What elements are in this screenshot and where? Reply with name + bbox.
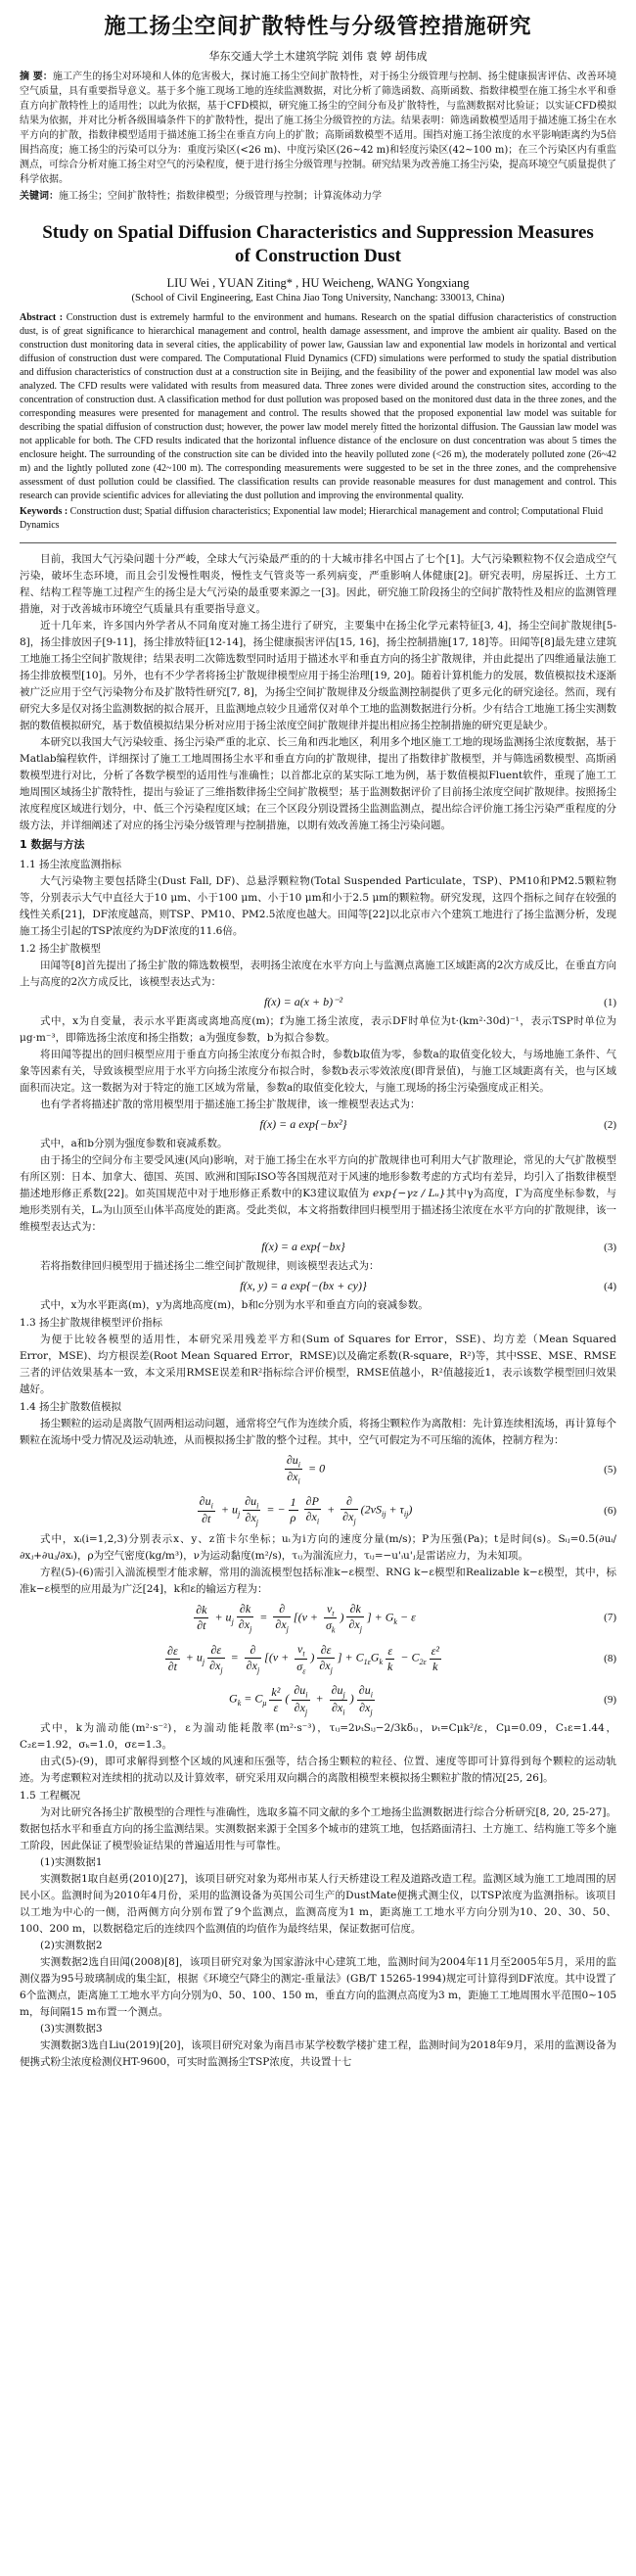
equation-body: $\frac{\partial u_i}{\partial x_i}$ = 0: [286, 1453, 326, 1486]
paragraph: 本研究以我国大气污染较重、扬尘污染严重的北京、长三角和西北地区，利用多个地区施工工地的现场监测扬尘浓度数据，基于Matlab编程软件，详细探讨了施工工地周围扬尘水平和垂直方向的扩散规律，提出了指数律扩散模型，并与筛选函数模型、高斯函数模型进行对比，分析了各数学模型的适用性与准确性；以首都北京的某实际工地为例，基于数值模拟Fluent软件，重现了施工工地周围区域扬尘扩散特性，提出与验证了三维指数律扬尘空间扩散模型；基于监测数据评价了目前扬尘浓度空间扩散规律。按照扬尘浓度程度区域进行划分，中、低三个污染程度区域；在三个区段分别设置扬尘监测监测点，提出综合评价施工扬尘污染严重程度的分级方法，并详细阐述了对应的扬尘污染分级管理与控制措施，以期有效改善施工扬尘污染问题。: [20, 736, 616, 831]
authors-en: LIU Wei , YUAN Ziting* , HU Weicheng, WANG Yongxiang: [166, 276, 470, 290]
equation-body: $\frac{\partial\varepsilon}{\partial t}$ + $u_j$ $\frac{\partial\varepsilon}{\partial x_j}$ = $\frac{\partial}{\partial x_j}$ [(ν + $\frac{\nu_t}{\sigma_\varepsilon}$ ) $\frac{\partial\varepsilon}{\partial x_j}$ ] + $C_{1\varepsilon}G_k$ $\frac{\varepsilon}{k}$ − $C_{2\varepsilon}$ $\frac{\text{ε²}}{k}$: [167, 1642, 439, 1676]
paragraph-text: 由于扬尘的空间分布主要受风速(风向)影响，对于施工扬尘在水平方向的扩散规律也可利用大气扩散理论，常见的大气扩散模型有所区别：日本、加拿大、德国、英国、欧洲和国际ISO等各国规范对于风速的地形参数考虑的方式均有差异，均引入了指数律模型描述地形修正系数[22]。如英国规范中对于地形修正系数中的K3建议取值为: [20, 1154, 616, 1199]
equation-number: (4): [604, 1280, 616, 1292]
divider: [20, 542, 616, 543]
keywords-en: [20, 505, 616, 533]
paragraph: 目前，我国大气污染问题十分严峻，全球大气污染最严重的的十大城市排名中国占了七个[1]。大气污染颗粒物不仅会造成空气污染，破坏生态环境，而且会引发慢性咽炎，慢性支气管炎等一系列病变，严重影响人体健康[2]。研究表明，房屋拆迁、土方工程、结构工程等施工过程产生的扬尘是大气污染的最重要来源之一[3]。因此，研究施工阶段扬尘的空间扩散特性及相应的监测管理措施，对于改善城市环境空气质量具有重要指导意义。: [20, 553, 616, 615]
title-cn: 施工扬尘空间扩散特性与分级管控措施研究: [104, 15, 532, 39]
keywords-cn: [20, 189, 616, 204]
equation-body: f(x) = a exp{−bx²}: [259, 1117, 347, 1131]
paper-page: [20, 0, 616, 2071]
keywords-en-text: Construction dust; Spatial diffusion characteristics; Exponential law model; Hierarchical management and control; Computational Fluid Dynamics: [20, 506, 604, 531]
abstract-cn: [20, 70, 616, 187]
abstract-en-label: Abstract :: [20, 312, 64, 323]
equation-number: (2): [604, 1118, 616, 1131]
equation-body: f(x) = a(x + b)⁻²: [263, 995, 343, 1008]
subsection-heading: 1.2 扬尘扩散模型: [20, 943, 102, 955]
paragraph: 实测数据1取自赵勇(2010)[27]，该项目研究对象为郑州市某人行天桥建设工程及道路改造工程。监测区域为施工工地周围的居民小区。监测时间为2010年4月份，采用的监测设备为英国公司生产的DustMate便携式测尘仪，以TSP浓度为监测指标。该项目以工地为中心的一侧，沿两侧方向分别布置了9个监测点，监测高度为1 m，距离施工工地水平方向分别为10、20、30、50、100、200 m，以数据稳定后的连续四个监测值的均值作为最终结果，保证数据可信度。: [20, 1872, 616, 1935]
keywords-cn-label: 关键词：: [20, 191, 59, 202]
affiliation-en: (School of Civil Engineering, East China Jiao Tong University, Nanchang: 330013, China): [131, 293, 505, 304]
authors-cn: 华东交通大学土木建筑学院 刘伟 袁 婷 胡伟成: [208, 50, 428, 63]
abstract-en-text: Construction dust is extremely harmful to the environment and humans. Research on the spatial diffusion characteristics of construction dust, is of great significance to hierarchical management and control, health damage assessment, and improve the ambient air quality. Based on the construction dust monitoring data in several cities, the applicability of power law, Gaussian law and exponential law models in horizontal and vertical diffusion of construction dust were compared. The Computational Fluid Dynamics (CFD) simulations were performed to study the spatial distribution and diffusion characteristics of construction dust at a construction site in Beijing, and the feasibility of the power and exponential law model was also analyzed. The CFD results were validated with results from measured data. Three zones were divided around the construction sites, according to the concentration of construction dust. A classification method for dust pollution was proposed based on the monitored dust data in the three zones, and the corresponding measures were presented for management and control. The results showed that the proposed exponential law model was suitable for describing the spatial diffusion of construction dust; however, the power law model merely fitted the horizontal diffusion. The Gaussian law model was not applicable for both. The CFD results indicated that the horizontal influence distance of the enclosure on dust concentration was about 5 times the enclosure height. The surrounding of the construction site can be divided into the heavily polluted zone (<26 m), the moderately polluted zone (26~42 m) and the lightly polluted zone (42~100 m). The corresponding measurements were suggested to be set in the three zones, and the comprehensive assessment of dust pollution could be classified. The classification results can provide reasonable measures for dust management and control. This research can provide scientific advices for alleviating the dust pollution and improving the environmental quality.: [20, 312, 617, 501]
paragraph: 式中，k为湍动能(m²·s⁻²)，ε为湍动能耗散率(m²·s⁻³)，τᵢⱼ=2νₜSᵢⱼ−2/3kδᵢⱼ，νₜ=Cμk²/ε，Cμ=0.09，C₁ε=1.44，C₂ε=1.92，σₖ=1.0，σε=1.3。: [20, 1721, 616, 1751]
paragraph: 式中，xᵢ(i=1,2,3)分别表示x、y、z笛卡尔坐标；uᵢ为i方向的速度分量(m/s)；P为压强(Pa)；t是时间(s)。Sᵢⱼ=0.5(∂uᵢ/∂xⱼ+∂uⱼ/∂xᵢ)，ρ为空气密度(kg/m³)，ν为运动黏度(m²/s)，τᵢⱼ为湍流应力，τᵢⱼ=−u'ᵢu'ⱼ是雷诺应力，为未知项。: [20, 1532, 616, 1562]
equation-6: [20, 1490, 616, 1531]
equation-number: (9): [604, 1694, 616, 1707]
equation-number: (3): [604, 1241, 616, 1253]
equation-number: (1): [604, 996, 616, 1008]
equation-body: $\frac{\partial u_i}{\partial t}$ + $u_j$ $\frac{\partial u_i}{\partial x_j}$ = − $\frac{1}{\rho}$ $\frac{\partial P}{\partial x_i}$ + $\frac{\partial}{\partial x_j}$ $(2\nu S_{ij} + \tau_{ij})$: [199, 1493, 413, 1527]
equation-number: (7): [604, 1612, 616, 1624]
abstract-cn-text: 施工产生的扬尘对环境和人体的危害极大，探讨施工扬尘空间扩散特性，对于扬尘分级管理与控制、扬尘健康损害评估、改善环境空气质量，具有重要指导意义。基于多个施工现场工地的连续监测数据，对比分析了筛选函数、高斯函数、指数律模型在施工扬尘水平和垂直方向扩散特性上的适用性；以此为依据，基于CFD模拟，研究施工扬尘的空间分布及扩散特性，与监测数据对比验证；以实证CFD模拟结果为依据，并对比分析各级围墙条件下的扩散特性，提出了施工扬尘分级管控的方法。结果表明：筛选函数模型适用于描述施工扬尘在水平方向的扩散，指数律模型适用于描述施工扬尘在垂直方向上的扩散；高斯函数模型不适用。围挡对施工扬尘浓度的水平影响距离约为5倍围挡高度；施工扬尘的污染可以分为：重度污染区(<26 m)、中度污染区(26~42 m)和轻度污染区(42~100 m)；在三个污染区内有重监测点，可综合分析对施工扬尘对空气的污染程度，便于进行扬尘分级管理与控制。研究结果为改善施工扬尘污染，提高环境空气质量提供了科学依据。: [20, 71, 617, 185]
equation-8: [20, 1638, 616, 1679]
paragraph: 若将指数律回归模型用于描述扬尘二维空间扩散规律，则该模型表达式为：: [40, 1260, 380, 1272]
list-item-heading: (3)实测数据3: [40, 2022, 103, 2035]
paragraph: 实测数据3选自Liu(2019)[20]，该项目研究对象为南昌市某学校数学楼扩建工程，监测时间为2018年9月，采用的监测设备为便携式粉尘浓度检测仪HT-9600，可实时监测扬尘TSP浓度，共设置十七: [20, 2038, 616, 2068]
abstract-cn-label: 摘 要：: [20, 71, 53, 82]
paragraph: 为便于比较各模型的适用性，本研究采用残差平方和(Sum of Squares for Error，SSE)、均方差（Mean Squared Error，MSE)、均方根误差(Root Mean Squared Error，RMSE)以及确定系数(R-square，R²)等，其中SSE、MSE、RMSE三者的评估效果基本一致，本文采用RMSE误差和R²指标综合评价模型，RMSE值越小，R²值越接近1，表示该数学模型回归效果越好。: [20, 1334, 616, 1395]
paragraph: 也有学者将描述扩散的常用模型用于描述施工扬尘扩散规律，该一维模型表达式为：: [40, 1099, 421, 1110]
equation-number: (6): [604, 1504, 616, 1517]
equation-number: (5): [604, 1463, 616, 1475]
subsection-heading: 1.1 扬尘浓度监测指标: [20, 859, 122, 870]
equation-9: [20, 1679, 616, 1720]
paragraph: 方程(5)-(6)需引入湍流模型才能求解，常用的湍流模型包括标准k−ε模型、RNG k−ε模型和Realizable k−ε模型，其中，标准k−ε模型的应用最为广泛[24]，k和ε的输运方程为：: [20, 1566, 616, 1595]
subsection-heading: 1.5 工程概况: [20, 1789, 81, 1802]
keywords-cn-text: 施工扬尘；空间扩散特性；指数律模型；分级管理与控制；计算流体动力学: [59, 191, 382, 202]
body-text: [20, 551, 616, 2071]
equation-body: f(x, y) = a exp{−(bx + cy)}: [240, 1279, 367, 1292]
abstract-en: [20, 311, 616, 503]
equation-4: [20, 1275, 616, 1297]
keywords-en-label: Keywords :: [20, 506, 68, 517]
equation-body: $G_k = C_\mu$ $\frac{\text{k²}}{\varepsilon}$ ( $\frac{\partial u_i}{\partial x_j}$ + $\frac{\partial u_j}{\partial x_i}$ ) $\frac{\partial u_i}{\partial x_j}$: [229, 1683, 373, 1716]
equation-1: [20, 991, 616, 1013]
section-heading: 1 数据与方法: [20, 838, 85, 851]
subsection-heading: 1.3 扬尘扩散规律模型评价指标: [20, 1317, 163, 1329]
paragraph: 式中，a和b分别为强度参数和衰减系数。: [40, 1138, 228, 1149]
title-en: Study on Spatial Diffusion Characteristics and Suppression Measures of Construction Dust: [42, 222, 594, 266]
equation-2: [20, 1113, 616, 1136]
paragraph: 田闻等[8]首先提出了扬尘扩散的筛选数模型，表明扬尘浓度在水平方向上与监测点离施工区域距离的2次方成反比，在垂直方向上与高度的2次方成反比，该模型表达式为：: [20, 960, 616, 988]
paragraph: 大气污染物主要包括降尘(Dust Fall, DF)、总悬浮颗粒物(Total Suspended Particulate，TSP)、PM10和PM2.5颗粒物等，分别表示大气中直径大于10 μm、小于100 μm、小于10 μm和小于2.5 μm的颗粒物。研究发现，这四个指标之间存在较强的线性关系[21]，DF浓度越高，则TSP、PM10、PM2.5浓度也越大。田闻等[22]以北京市六个建筑工地进行了扬尘监测分析，发现施工扬尘引起的TSP浓度约为DF浓度的11.6倍。: [20, 875, 616, 937]
paragraph: 式中，x为自变量，表示水平距离或离地高度(m)；f为施工扬尘浓度，表示DF时单位为t·(km²·30d)⁻¹，表示TSP时单位为μg·m⁻³，即筛选扬尘浓度和扬尘指数；a为强度参数，b为拟合参数。: [20, 1015, 616, 1044]
paragraph: 为对比研究各扬尘扩散模型的合理性与准确性，选取多篇不同文献的多个工地扬尘监测数据进行综合分析研究[8, 20, 25-27]。数据包括水平和垂直方向的扬尘监测结果。实测数据来源于全国多个城市的建筑工地，包括路面清扫、土方施工、结构施工等多个施工阶段，因此保证了模型验证结果的普遍适用性与可靠性。: [20, 1805, 616, 1851]
equation-body: $\frac{\partial k}{\partial t}$ + $u_j$ $\frac{\partial k}{\partial x_j}$ = $\frac{\partial}{\partial x_j}$ [(ν + $\frac{\nu_t}{\sigma_k}$ ) $\frac{\partial k}{\partial x_j}$ ] + $G_k - \varepsilon$: [196, 1601, 416, 1635]
paragraph: 扬尘颗粒的运动是离散气固两相运动问题，通常将空气作为连续介质，将扬尘颗粒作为离散相：先计算连续相流场，再计算每个颗粒在流场中受力情况及运动轨迹，从而模拟扬尘扩散的整个过程。其中，空气可假定为不可压缩的流体，控制方程为：: [20, 1418, 616, 1446]
paragraph-text: 其中γ为高度，Γ为高度坐标参数，与地形类别有关，Lₐ为山顶至山体半高度处的距离。受此类似，本文将指数律回归模型用于描述扬尘浓度在水平方向的扩散规律，该一维模型表达式为：: [20, 1188, 617, 1233]
subsection-heading: 1.4 扬尘扩散数值模拟: [20, 1401, 122, 1413]
paragraph: 近十几年来，许多国内外学者从不同角度对施工扬尘进行了研究，主要集中在扬尘化学元素特征[3, 4]，扬尘空间扩散规律[5-8]，扬尘排放因子[9-11]，扬尘排放特征[12-14]，扬尘健康损害评估[15, 16]，扬尘控制措施[17, 18]等。田闻等[8]最先建立建筑工地施工扬尘空间扩散规律；结果表明二次筛选数型同时适用于描述水平和垂直方向的扬尘扩散规律，并由此提出了四维通量法施工扬尘排放模型[10]。另外，也有不少学者将扬尘扩散规律模型应用于扬尘治理[19, 20]。随着计算机能力的发展，数值模拟技术逐渐被广泛应用于空气污染物分布及扩散特性研究[7, 8]，为扬尘空间扩散规律及分级监测控制提供了更多元化的研究途径。然而，现有研究大多是仅对扬尘监测数据的拟合展开，且监测地点较少且通常仅对单个工地的监测数据进行分析。少有结合工地施工扬尘实测数据的数值模拟研究，基于数值模拟结果分析对应用于扬尘浓度空间扩散规律并提出相应扬尘控制措施的研究更是缺少。: [20, 620, 616, 731]
equation-number: (8): [604, 1653, 616, 1665]
equation-5: [20, 1449, 616, 1490]
list-item-heading: (2)实测数据2: [40, 1939, 103, 1951]
k3-formula: exp{−γz / Lᵤ}: [372, 1188, 446, 1199]
equation-3: [20, 1236, 616, 1258]
paragraph: 由式(5)-(9)，即可求解得到整个区域的风速和压强等，结合扬尘颗粒的粒径、位置、速度等即可计算得到每个颗粒的运动轨迹。为考虑颗粒对连续相的扰动以及计算效率，研究采用双向耦合的离散相模型来模拟扬尘颗粒扩散的情况[25, 26]。: [20, 1755, 616, 1784]
equation-body: f(x) = a exp{−bx}: [261, 1240, 345, 1253]
paragraph: [20, 1152, 616, 1236]
list-item-heading: (1)实测数据1: [40, 1855, 103, 1868]
paragraph: 将田闻等提出的回归模型应用于垂直方向扬尘浓度分布拟合时，参数b取值为零，参数a的取值变化较大，与场地施工条件、气象等因素有关，导致该模型应用于水平方向扬尘浓度分布拟合时，参数b表示零效浓度(即背景值)，与施工区域距离有关，也与区域面积而决定。这一数据为对于特定的施工区域为常量，参数a的取值变化较大，与施工现场的扬尘污染强度成正相关。: [20, 1049, 616, 1094]
paragraph: 实测数据2选自田闻(2008)[8]，该项目研究对象为国家游泳中心建筑工地，监测时间为2004年11月至2005年5月，采用的监测仪器为95号玻璃制成的集尘缸，根据《环境空气降尘的测定-重量法》(GB/T 15265-1994)规定可计算得到DF浓度。其中设置了6个监测点，距离施工工地水平方向分别为0、50、100、150 m，垂直方向的监测点高度为3 m，距施工工地周围水平范围0~105 m，每间隔15 m布置一个测点。: [20, 1955, 616, 2018]
equation-7: [20, 1598, 616, 1639]
paragraph: 式中，x为水平距离(m)，y为离地高度(m)，b和c分别为水平和垂直方向的衰减参数。: [40, 1299, 429, 1311]
